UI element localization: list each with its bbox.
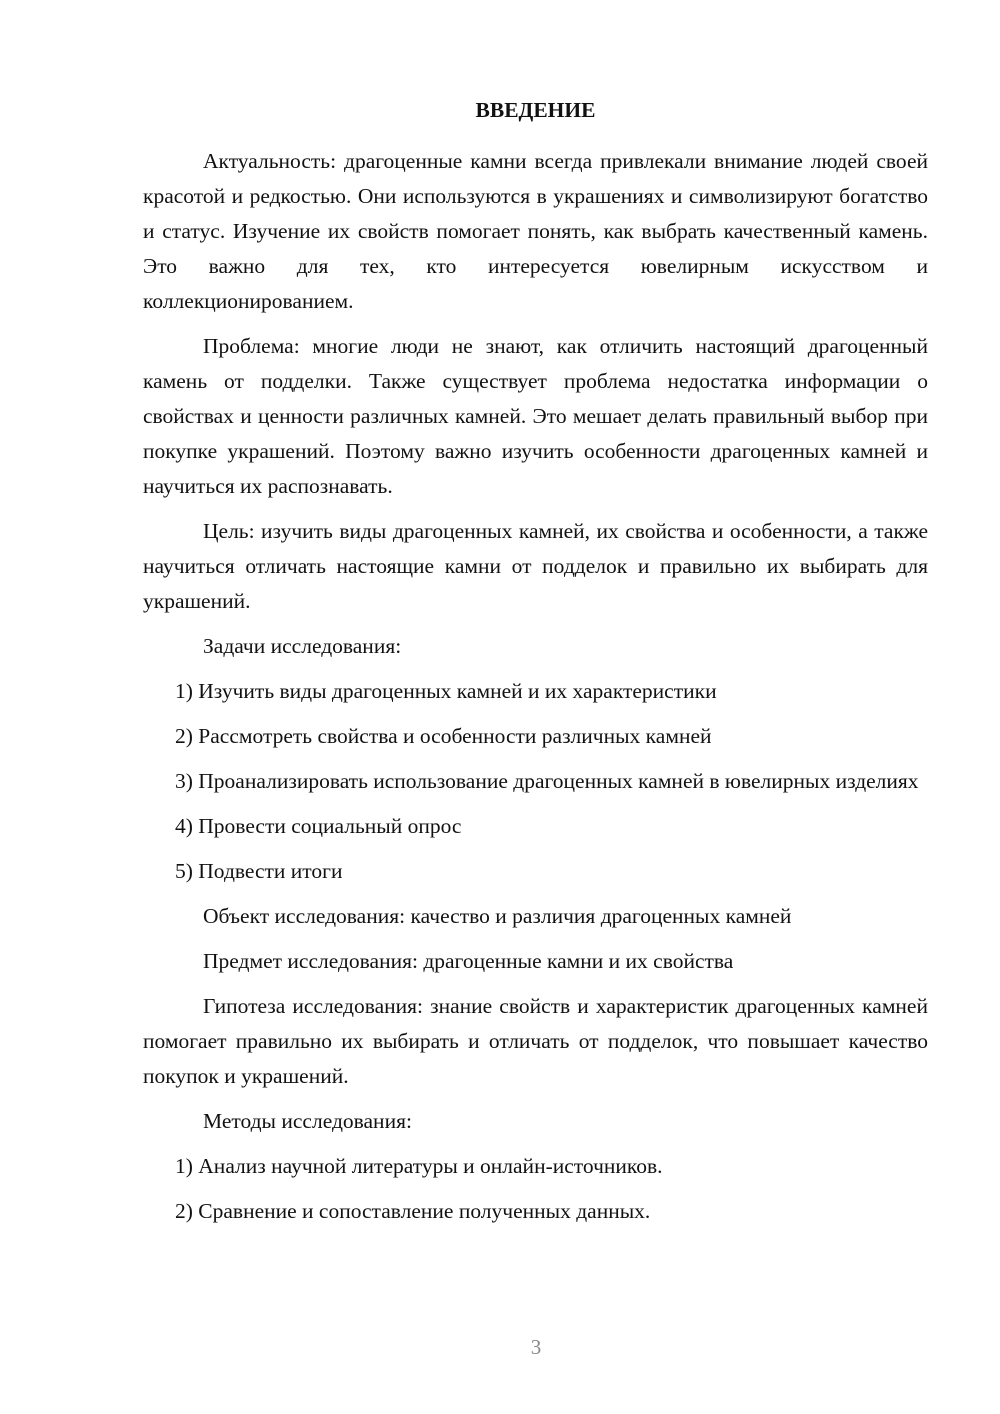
relevance-paragraph: Актуальность: драгоценные камни всегда привлекали внимание людей своей красотой и редкостью. Они используются в украшениях и символизируют богатство и статус. Изучение их свойств помогает понять, как выбрать качественный камень. Это важно для тех, кто интересуется ювелирным искусством и коллекционированием. <box>143 149 928 313</box>
method-item: 2) Сравнение и сопоставление полученных данных. <box>175 1199 651 1223</box>
problem-paragraph: Проблема: многие люди не знают, как отличить настоящий драгоценный камень от подделки. Также существует проблема недостатка информации о свойствах и ценности различных камней. Это мешает делать правильный выбор при покупке украшений. Поэтому важно изучить особенности драгоценных камней и научиться их распознавать. <box>143 334 928 498</box>
tasks-heading: Задачи исследования: <box>203 634 402 658</box>
subject-paragraph: Предмет исследования: драгоценные камни и их свойства <box>203 949 734 973</box>
goal-paragraph: Цель: изучить виды драгоценных камней, их свойства и особенности, а также научиться отличать настоящие камни от подделок и правильно их выбирать для украшений. <box>143 519 928 613</box>
task-item: 3) Проанализировать использование драгоценных камней в ювелирных изделиях <box>175 769 919 793</box>
task-item: 4) Провести социальный опрос <box>175 814 462 838</box>
method-item: 1) Анализ научной литературы и онлайн-источников. <box>175 1154 663 1178</box>
methods-heading: Методы исследования: <box>203 1109 412 1133</box>
section-title: ВВЕДЕНИЕ <box>475 98 596 122</box>
page-number: 3 <box>530 1335 542 1359</box>
object-paragraph: Объект исследования: качество и различия драгоценных камней <box>203 904 792 928</box>
task-item: 2) Рассмотреть свойства и особенности различных камней <box>175 724 712 748</box>
hypothesis-paragraph: Гипотеза исследования: знание свойств и характеристик драгоценных камней помогает правильно их выбирать и отличать от подделок, что повышает качество покупок и украшений. <box>143 994 928 1088</box>
document-page <box>143 96 928 1239</box>
task-item: 1) Изучить виды драгоценных камней и их характеристики <box>175 679 717 703</box>
task-item: 5) Подвести итоги <box>175 859 343 883</box>
